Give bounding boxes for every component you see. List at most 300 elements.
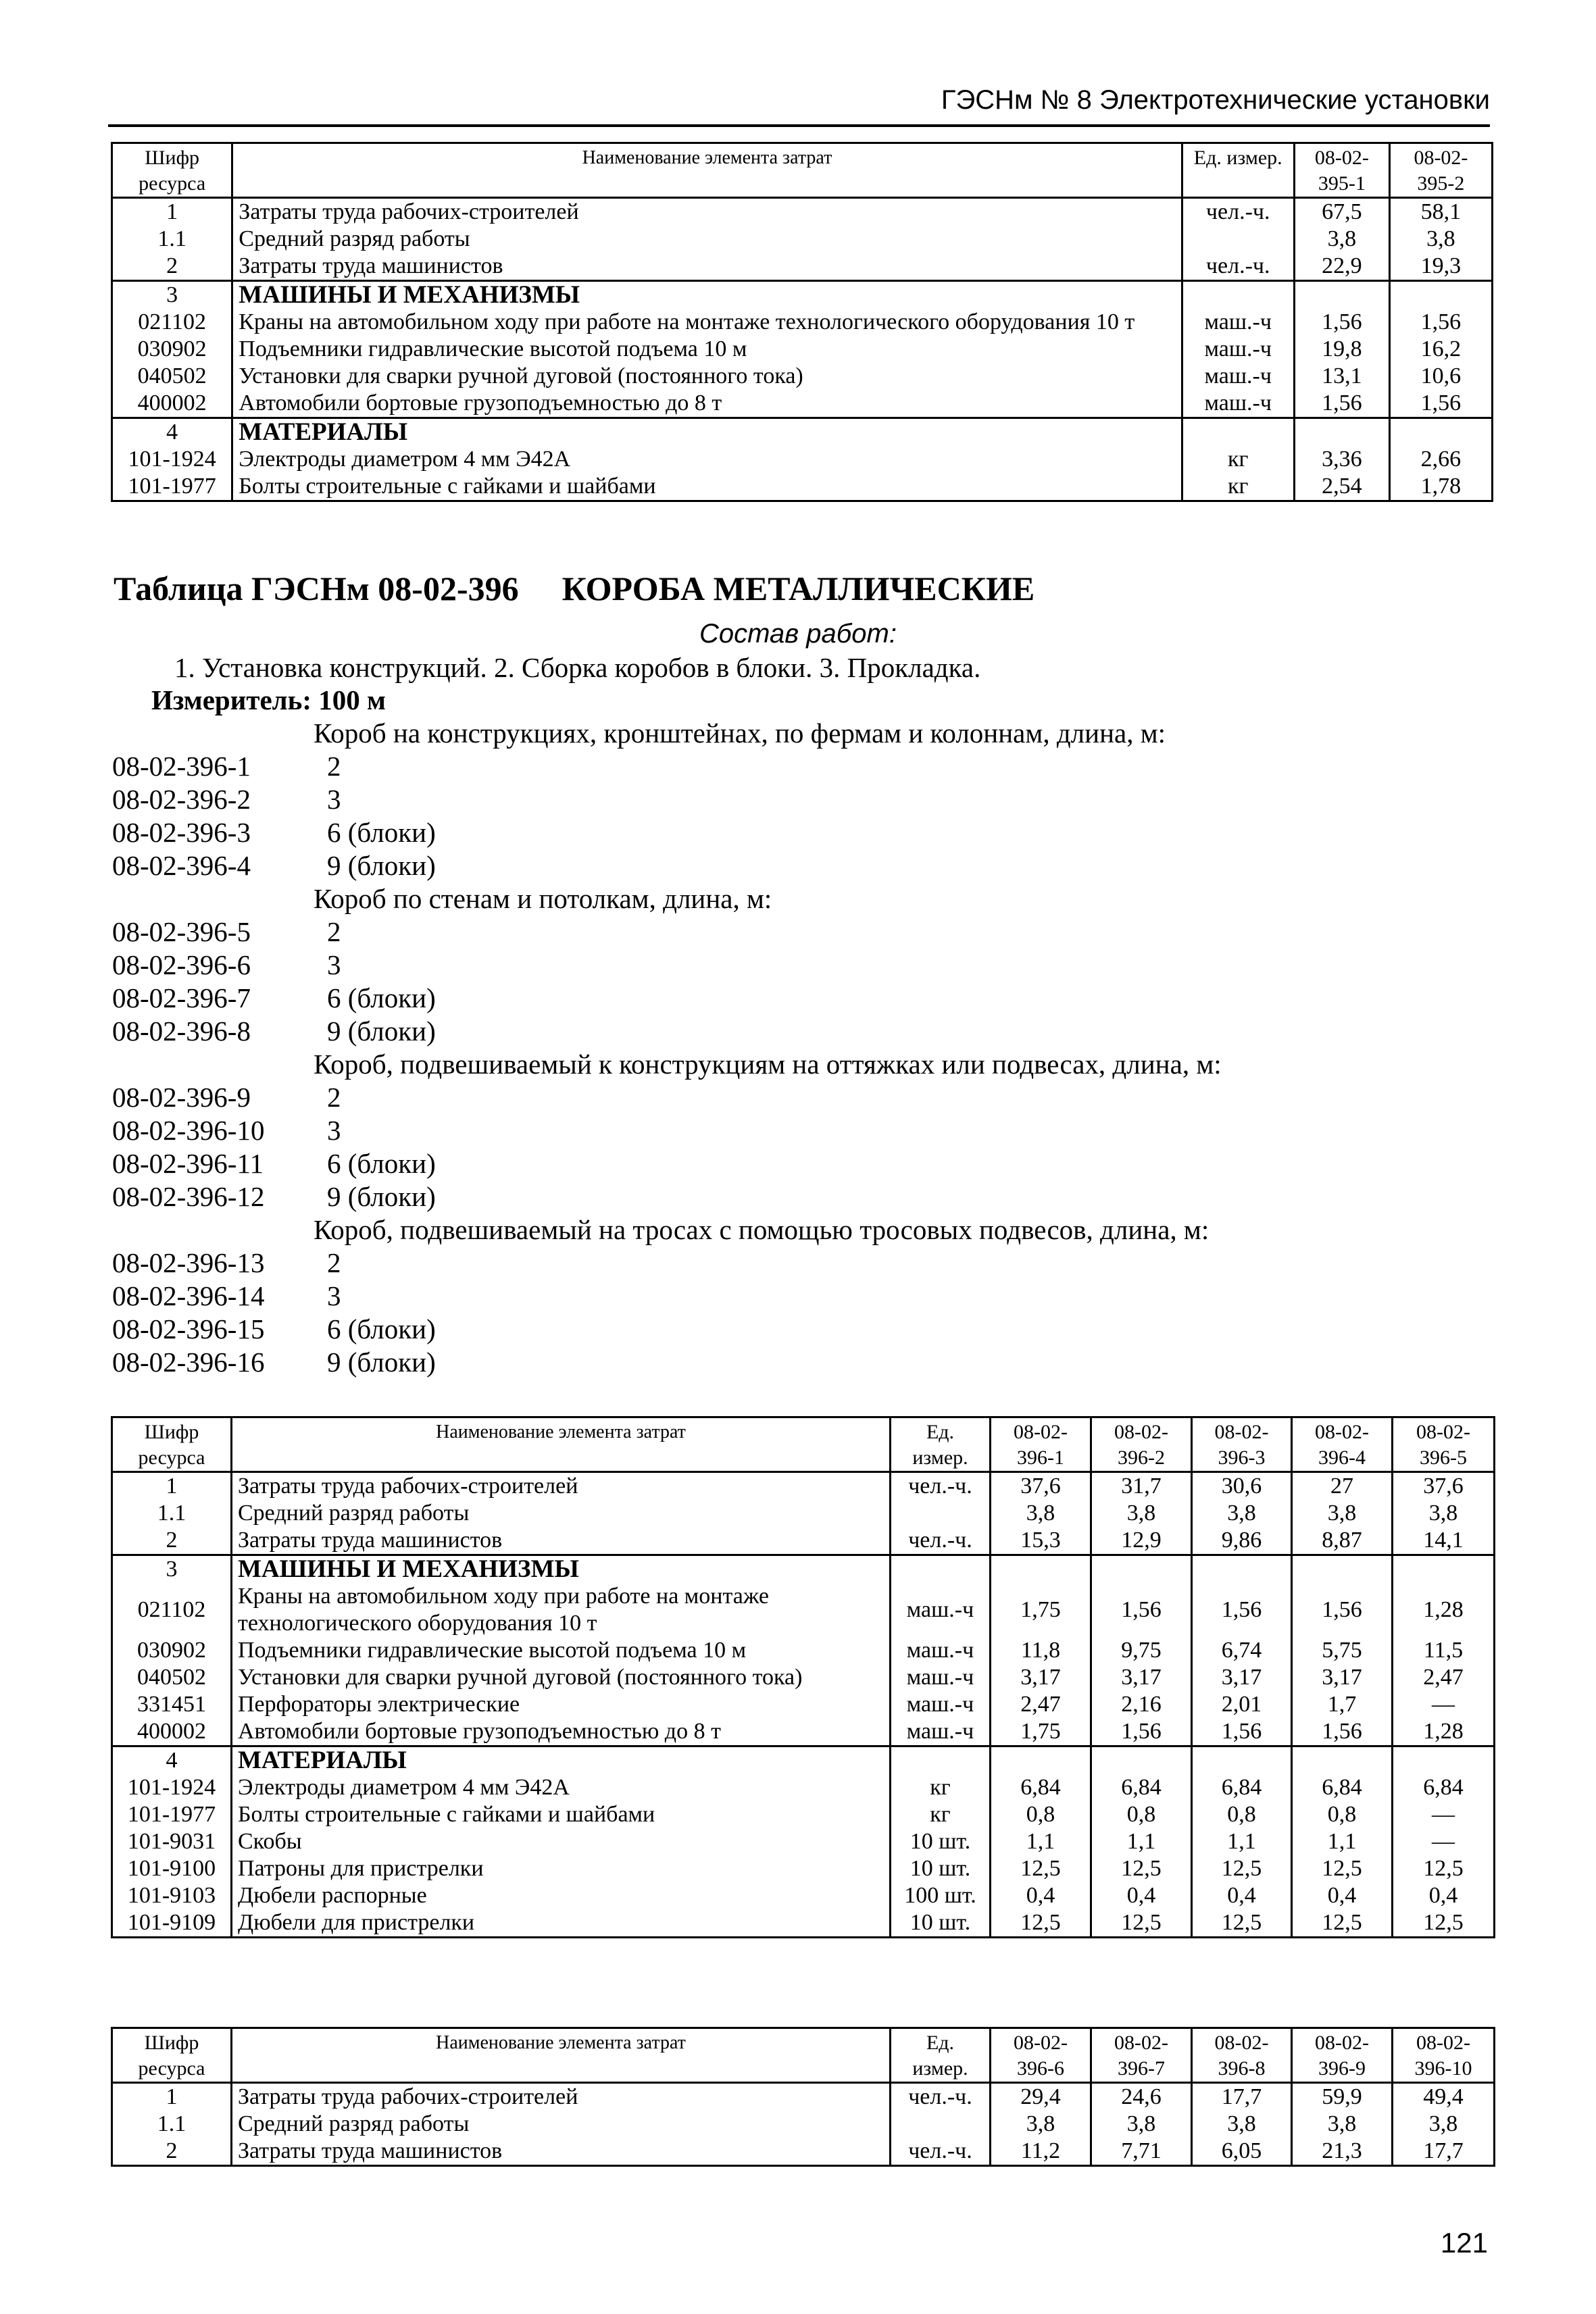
header-col: 08-02-396-9 bbox=[1292, 2028, 1393, 2083]
table-number: Таблица ГЭСНм 08-02-396 bbox=[114, 570, 519, 607]
norm-code: 08-02-396-9 bbox=[112, 1082, 251, 1113]
norm-code: 08-02-396-11 bbox=[112, 1148, 264, 1179]
table-row bbox=[112, 309, 1493, 336]
cell-value: 12,5 bbox=[1091, 1909, 1192, 1938]
cell-value: 1,75 bbox=[991, 1718, 1091, 1746]
cell-value: 1,56 bbox=[1292, 1718, 1393, 1746]
cell-unit: маш.-ч bbox=[891, 1664, 991, 1691]
cell-unit: кг bbox=[891, 1801, 991, 1828]
cell-name: МАТЕРИАЛЫ bbox=[232, 1746, 891, 1775]
norm-length: 3 bbox=[327, 1115, 341, 1146]
table-row bbox=[112, 1801, 1495, 1828]
cell-value: 19,3 bbox=[1389, 253, 1492, 281]
cell-value: 2,47 bbox=[1393, 1664, 1495, 1691]
cell-code: 021102 bbox=[112, 309, 232, 336]
cell-code: 331451 bbox=[112, 1691, 232, 1718]
cell-value: 3,8 bbox=[991, 1500, 1091, 1527]
cell-value: 31,7 bbox=[1091, 1472, 1192, 1501]
cell-unit bbox=[891, 1746, 991, 1775]
cell-unit bbox=[1182, 281, 1294, 309]
cell-value: 1,56 bbox=[1389, 390, 1492, 418]
cell-value: 1,56 bbox=[1294, 390, 1389, 418]
cell-name: Подъемники гидравлические высотой подъема 10 м bbox=[232, 1637, 891, 1664]
cell-value: 12,5 bbox=[991, 1909, 1091, 1938]
cell-unit: 100 шт. bbox=[891, 1882, 991, 1909]
header-col: 08-02-396-4 bbox=[1292, 1417, 1393, 1472]
cell-name: Автомобили бортовые грузоподъемностью до 8 т bbox=[232, 1718, 891, 1746]
cell-value: 12,5 bbox=[991, 1855, 1091, 1882]
cell-value: 0,8 bbox=[1091, 1801, 1192, 1828]
norm-length: 9 (блоки) bbox=[327, 1015, 436, 1047]
header-col: 08-02-395-1 bbox=[1294, 143, 1389, 198]
cell-value: 12,5 bbox=[1393, 1855, 1495, 1882]
table-row bbox=[112, 336, 1493, 363]
cell-value: 0,4 bbox=[1091, 1882, 1192, 1909]
table-row bbox=[112, 1637, 1495, 1664]
cell-value: 1,56 bbox=[1192, 1718, 1292, 1746]
cell-value: 12,5 bbox=[1393, 1909, 1495, 1938]
cell-value: 6,84 bbox=[1091, 1774, 1192, 1801]
cell-value: 2,16 bbox=[1091, 1691, 1192, 1718]
page-number: 121 bbox=[1440, 2227, 1488, 2259]
cell-value: — bbox=[1393, 1828, 1495, 1855]
cell-value: 11,5 bbox=[1393, 1637, 1495, 1664]
cell-value: 67,5 bbox=[1294, 198, 1389, 226]
norm-length: 2 bbox=[327, 1247, 341, 1278]
cell-code: 101-1977 bbox=[112, 1801, 232, 1828]
cell-unit bbox=[1182, 418, 1294, 447]
cell-name: Перфораторы электрические bbox=[232, 1691, 891, 1718]
cell-value bbox=[1389, 418, 1492, 447]
cell-value: 1,1 bbox=[991, 1828, 1091, 1855]
cell-value: 1,28 bbox=[1393, 1718, 1495, 1746]
table-row bbox=[112, 2138, 1495, 2166]
header-col: 08-02-396-3 bbox=[1192, 1417, 1292, 1472]
cell-value: 3,17 bbox=[1192, 1664, 1292, 1691]
cell-value: 0,4 bbox=[1393, 1882, 1495, 1909]
cell-code: 1.1 bbox=[112, 1500, 232, 1527]
cell-unit: маш.-ч bbox=[1182, 336, 1294, 363]
cell-value: 12,5 bbox=[1292, 1909, 1393, 1938]
cell-name: Болты строительные с гайками и шайбами bbox=[232, 1801, 891, 1828]
cell-value: 14,1 bbox=[1393, 1527, 1495, 1555]
norm-length: 9 (блоки) bbox=[327, 850, 436, 881]
cell-value: 17,7 bbox=[1393, 2138, 1495, 2166]
cell-value: 6,84 bbox=[1393, 1774, 1495, 1801]
cell-unit: маш.-ч bbox=[1182, 363, 1294, 390]
norm-length: 6 (блоки) bbox=[327, 1313, 436, 1344]
cell-value: 6,74 bbox=[1192, 1637, 1292, 1664]
norm-length: 9 (блоки) bbox=[327, 1347, 436, 1378]
cell-value bbox=[1393, 1746, 1495, 1775]
cell-value: 3,8 bbox=[1192, 2111, 1292, 2138]
norm-code: 08-02-396-3 bbox=[112, 817, 251, 848]
cell-value: 3,8 bbox=[1091, 1500, 1192, 1527]
cell-value bbox=[1091, 1555, 1192, 1584]
cell-value: — bbox=[1393, 1801, 1495, 1828]
cell-value: 5,75 bbox=[1292, 1637, 1393, 1664]
table-header-row bbox=[112, 2028, 1495, 2083]
cell-name: МАШИНЫ И МЕХАНИЗМЫ bbox=[232, 281, 1182, 309]
cell-value: 2,54 bbox=[1294, 473, 1389, 501]
cell-name: Электроды диаметром 4 мм Э42А bbox=[232, 446, 1182, 473]
cell-code: 400002 bbox=[112, 1718, 232, 1746]
cell-name: МАШИНЫ И МЕХАНИЗМЫ bbox=[232, 1555, 891, 1584]
cell-code: 1 bbox=[112, 1472, 232, 1501]
cell-value: 3,36 bbox=[1294, 446, 1389, 473]
cell-value: 1,1 bbox=[1292, 1828, 1393, 1855]
cell-name: Болты строительные с гайками и шайбами bbox=[232, 473, 1182, 501]
cell-value: 0,4 bbox=[1192, 1882, 1292, 1909]
group-heading: Короб на конструкциях, кронштейнах, по фермам и колоннам, длина, м: bbox=[314, 718, 1166, 749]
cell-code: 4 bbox=[112, 1746, 232, 1775]
cell-code: 101-9109 bbox=[112, 1909, 232, 1938]
cell-value: 1,56 bbox=[1192, 1583, 1292, 1637]
cell-code: 021102 bbox=[112, 1583, 232, 1637]
cell-value: 3,8 bbox=[1393, 1500, 1495, 1527]
cell-code: 030902 bbox=[112, 1637, 232, 1664]
cell-value: 3,8 bbox=[1389, 226, 1492, 253]
norm-length: 6 (блоки) bbox=[327, 817, 436, 848]
cell-name: Автомобили бортовые грузоподъемностью до 8 т bbox=[232, 390, 1182, 418]
cell-value bbox=[1294, 418, 1389, 447]
table-title: КОРОБА МЕТАЛЛИЧЕСКИЕ bbox=[562, 570, 1035, 607]
cell-value: 12,5 bbox=[1192, 1909, 1292, 1938]
resource-table-395 bbox=[111, 142, 1493, 502]
cell-value bbox=[1294, 281, 1389, 309]
cell-unit: кг bbox=[891, 1774, 991, 1801]
table-row bbox=[112, 1855, 1495, 1882]
cell-value bbox=[1393, 1555, 1495, 1584]
norm-code: 08-02-396-8 bbox=[112, 1015, 251, 1047]
cell-code: 101-9103 bbox=[112, 1882, 232, 1909]
resource-table-396-1-5 bbox=[111, 1416, 1495, 1938]
cell-code: 3 bbox=[112, 1555, 232, 1584]
norm-code: 08-02-396-13 bbox=[112, 1247, 265, 1278]
cell-value: 0,8 bbox=[991, 1801, 1091, 1828]
header-col: 08-02-395-2 bbox=[1389, 143, 1492, 198]
cell-unit: чел.-ч. bbox=[1182, 253, 1294, 281]
table-row bbox=[112, 1691, 1495, 1718]
cell-value: 12,5 bbox=[1091, 1855, 1192, 1882]
cell-unit bbox=[1182, 226, 1294, 253]
cell-value: 16,2 bbox=[1389, 336, 1492, 363]
cell-unit: чел.-ч. bbox=[1182, 198, 1294, 226]
norm-code: 08-02-396-15 bbox=[112, 1313, 265, 1344]
cell-value: 1,56 bbox=[1389, 309, 1492, 336]
cell-code: 101-9031 bbox=[112, 1828, 232, 1855]
cell-value: 12,9 bbox=[1091, 1527, 1192, 1555]
cell-name: МАТЕРИАЛЫ bbox=[232, 418, 1182, 447]
cell-value: 2,01 bbox=[1192, 1691, 1292, 1718]
cell-value: 0,8 bbox=[1192, 1801, 1292, 1828]
group-heading: Короб, подвешиваемый к конструкциям на оттяжках или подвесах, длина, м: bbox=[314, 1049, 1222, 1080]
resource-table-396-6-10 bbox=[111, 2027, 1495, 2167]
cell-value: 3,8 bbox=[1091, 2111, 1192, 2138]
cell-code: 2 bbox=[112, 253, 232, 281]
norm-length: 2 bbox=[327, 751, 341, 782]
norm-code: 08-02-396-14 bbox=[112, 1280, 265, 1311]
cell-value bbox=[991, 1555, 1091, 1584]
cell-value: 49,4 bbox=[1393, 2083, 1495, 2111]
norm-code: 08-02-396-6 bbox=[112, 949, 251, 980]
cell-unit: чел.-ч. bbox=[891, 2138, 991, 2166]
table-header-row bbox=[112, 1417, 1495, 1472]
norm-code: 08-02-396-10 bbox=[112, 1115, 265, 1146]
cell-code: 040502 bbox=[112, 1664, 232, 1691]
header-code: Шифр ресурса bbox=[112, 1417, 232, 1472]
cell-unit: чел.-ч. bbox=[891, 1527, 991, 1555]
header-name: Наименование элемента затрат bbox=[232, 1417, 891, 1472]
cell-value: 8,87 bbox=[1292, 1527, 1393, 1555]
norm-length: 3 bbox=[327, 949, 341, 980]
header-code: Шифр ресурса bbox=[112, 2028, 232, 2083]
cell-name: Краны на автомобильном ходу при работе на монтаже технологического оборудования 10 т bbox=[232, 309, 1182, 336]
header-col: 08-02-396-10 bbox=[1393, 2028, 1495, 2083]
table-row bbox=[112, 390, 1493, 418]
cell-value: 15,3 bbox=[991, 1527, 1091, 1555]
table-row bbox=[112, 1555, 1495, 1584]
cell-unit: маш.-ч bbox=[891, 1691, 991, 1718]
cell-value bbox=[1389, 281, 1492, 309]
cell-unit bbox=[891, 1500, 991, 1527]
cell-value: 1,75 bbox=[991, 1583, 1091, 1637]
cell-unit: маш.-ч bbox=[1182, 390, 1294, 418]
table-row bbox=[112, 1746, 1495, 1775]
table-row bbox=[112, 1882, 1495, 1909]
header-unit: Ед. измер. bbox=[891, 2028, 991, 2083]
cell-value: 1,28 bbox=[1393, 1583, 1495, 1637]
cell-value: 0,4 bbox=[1292, 1882, 1393, 1909]
cell-unit: маш.-ч bbox=[891, 1718, 991, 1746]
cell-unit: 10 шт. bbox=[891, 1828, 991, 1855]
cell-value: 0,4 bbox=[991, 1882, 1091, 1909]
cell-name: Подъемники гидравлические высотой подъема 10 м bbox=[232, 336, 1182, 363]
cell-code: 030902 bbox=[112, 336, 232, 363]
table-row bbox=[112, 253, 1493, 281]
cell-value: 59,9 bbox=[1292, 2083, 1393, 2111]
table-row bbox=[112, 1774, 1495, 1801]
table-row bbox=[112, 2083, 1495, 2111]
section-title bbox=[114, 569, 1034, 608]
work-composition-label: Состав работ: bbox=[699, 619, 897, 649]
cell-value: 37,6 bbox=[991, 1472, 1091, 1501]
table-row bbox=[112, 1500, 1495, 1527]
norm-length: 2 bbox=[327, 916, 341, 947]
cell-value: 22,9 bbox=[1294, 253, 1389, 281]
table-row bbox=[112, 198, 1493, 226]
cell-value: 37,6 bbox=[1393, 1472, 1495, 1501]
cell-value: 1,1 bbox=[1091, 1828, 1192, 1855]
cell-code: 101-1924 bbox=[112, 1774, 232, 1801]
cell-value: 3,8 bbox=[991, 2111, 1091, 2138]
cell-value: 3,17 bbox=[991, 1664, 1091, 1691]
cell-value: 17,7 bbox=[1192, 2083, 1292, 2111]
norm-code: 08-02-396-1 bbox=[112, 751, 251, 782]
table-row bbox=[112, 1718, 1495, 1746]
cell-code: 400002 bbox=[112, 390, 232, 418]
cell-value: 1,78 bbox=[1389, 473, 1492, 501]
header-code: Шифр ресурса bbox=[112, 143, 232, 198]
cell-code: 040502 bbox=[112, 363, 232, 390]
cell-value: 12,5 bbox=[1192, 1855, 1292, 1882]
cell-value: — bbox=[1393, 1691, 1495, 1718]
cell-name: Электроды диаметром 4 мм Э42А bbox=[232, 1774, 891, 1801]
cell-name: Краны на автомобильном ходу при работе на монтаже технологического оборудования 10 т bbox=[232, 1583, 891, 1637]
group-heading: Короб по стенам и потолкам, длина, м: bbox=[314, 883, 772, 914]
cell-name: Затраты труда машинистов bbox=[232, 2138, 891, 2166]
cell-name: Затраты труда машинистов bbox=[232, 1527, 891, 1555]
cell-name: Патроны для пристрелки bbox=[232, 1855, 891, 1882]
table-row bbox=[112, 226, 1493, 253]
norm-length: 6 (блоки) bbox=[327, 982, 436, 1013]
norm-length: 2 bbox=[327, 1082, 341, 1113]
cell-unit bbox=[891, 1555, 991, 1584]
header-unit: Ед. измер. bbox=[1182, 143, 1294, 198]
cell-value: 1,1 bbox=[1192, 1828, 1292, 1855]
cell-name: Затраты труда рабочих-строителей bbox=[232, 2083, 891, 2111]
cell-value: 7,71 bbox=[1091, 2138, 1192, 2166]
cell-value: 27 bbox=[1292, 1472, 1393, 1501]
work-composition-text: 1. Установка конструкций. 2. Сборка коробов в блоки. 3. Прокладка. bbox=[174, 652, 981, 683]
header-name: Наименование элемента затрат bbox=[232, 143, 1182, 198]
cell-name: Дюбели для пристрелки bbox=[232, 1909, 891, 1938]
cell-code: 101-1924 bbox=[112, 446, 232, 473]
header-unit: Ед. измер. bbox=[891, 1417, 991, 1472]
cell-value: 6,84 bbox=[1292, 1774, 1393, 1801]
cell-name: Средний разряд работы bbox=[232, 1500, 891, 1527]
norm-code: 08-02-396-12 bbox=[112, 1181, 265, 1212]
cell-code: 101-1977 bbox=[112, 473, 232, 501]
cell-value: 6,05 bbox=[1192, 2138, 1292, 2166]
header-col: 08-02-396-6 bbox=[991, 2028, 1091, 2083]
group-heading: Короб, подвешиваемый на тросах с помощью тросовых подвесов, длина, м: bbox=[314, 1214, 1210, 1245]
page-header-title: ГЭСНм № 8 Электротехнические установки bbox=[941, 85, 1490, 115]
cell-name: Установки для сварки ручной дуговой (постоянного тока) bbox=[232, 1664, 891, 1691]
norm-length: 3 bbox=[327, 784, 341, 815]
cell-code: 4 bbox=[112, 418, 232, 447]
header-col: 08-02-396-8 bbox=[1192, 2028, 1292, 2083]
cell-value: 0,8 bbox=[1292, 1801, 1393, 1828]
cell-code: 1 bbox=[112, 198, 232, 226]
cell-value: 1,56 bbox=[1091, 1583, 1192, 1637]
table-row bbox=[112, 1583, 1495, 1637]
cell-value: 13,1 bbox=[1294, 363, 1389, 390]
table-row bbox=[112, 2111, 1495, 2138]
header-col: 08-02-396-5 bbox=[1393, 1417, 1495, 1472]
norm-code: 08-02-396-4 bbox=[112, 850, 251, 881]
table-row bbox=[112, 1527, 1495, 1555]
cell-unit: 10 шт. bbox=[891, 1909, 991, 1938]
table-row bbox=[112, 1472, 1495, 1501]
cell-value: 12,5 bbox=[1292, 1855, 1393, 1882]
table-row bbox=[112, 1664, 1495, 1691]
cell-code: 1.1 bbox=[112, 226, 232, 253]
norm-length: 6 (блоки) bbox=[327, 1148, 436, 1179]
cell-unit: чел.-ч. bbox=[891, 1472, 991, 1501]
table-row bbox=[112, 446, 1493, 473]
cell-value: 6,84 bbox=[991, 1774, 1091, 1801]
cell-code: 1 bbox=[112, 2083, 232, 2111]
table-row bbox=[112, 1909, 1495, 1938]
header-col: 08-02-396-2 bbox=[1091, 1417, 1192, 1472]
cell-value: 3,8 bbox=[1294, 226, 1389, 253]
header-name: Наименование элемента затрат bbox=[232, 2028, 891, 2083]
norm-length: 3 bbox=[327, 1280, 341, 1311]
cell-value: 9,86 bbox=[1192, 1527, 1292, 1555]
cell-value: 1,7 bbox=[1292, 1691, 1393, 1718]
cell-unit: маш.-ч bbox=[891, 1637, 991, 1664]
cell-value: 10,6 bbox=[1389, 363, 1492, 390]
norm-length: 9 (блоки) bbox=[327, 1181, 436, 1212]
cell-name: Скобы bbox=[232, 1828, 891, 1855]
cell-value: 3,17 bbox=[1292, 1664, 1393, 1691]
cell-unit: маш.-ч bbox=[891, 1583, 991, 1637]
cell-value: 2,47 bbox=[991, 1691, 1091, 1718]
cell-value bbox=[1292, 1746, 1393, 1775]
table-row bbox=[112, 281, 1493, 309]
cell-value bbox=[1091, 1746, 1192, 1775]
table-row bbox=[112, 363, 1493, 390]
cell-name: Дюбели распорные bbox=[232, 1882, 891, 1909]
cell-code: 1.1 bbox=[112, 2111, 232, 2138]
cell-value: 2,66 bbox=[1389, 446, 1492, 473]
cell-name: Затраты труда рабочих-строителей bbox=[232, 1472, 891, 1501]
table-row bbox=[112, 1828, 1495, 1855]
cell-unit: кг bbox=[1182, 473, 1294, 501]
cell-unit: 10 шт. bbox=[891, 1855, 991, 1882]
cell-unit: чел.-ч. bbox=[891, 2083, 991, 2111]
cell-value: 21,3 bbox=[1292, 2138, 1393, 2166]
cell-name: Установки для сварки ручной дуговой (постоянного тока) bbox=[232, 363, 1182, 390]
cell-value: 9,75 bbox=[1091, 1637, 1192, 1664]
cell-name: Средний разряд работы bbox=[232, 226, 1182, 253]
cell-value: 6,84 bbox=[1192, 1774, 1292, 1801]
cell-unit: маш.-ч bbox=[1182, 309, 1294, 336]
cell-value bbox=[1292, 1555, 1393, 1584]
cell-value: 24,6 bbox=[1091, 2083, 1192, 2111]
table-row bbox=[112, 418, 1493, 447]
cell-value: 3,8 bbox=[1292, 1500, 1393, 1527]
cell-code: 101-9100 bbox=[112, 1855, 232, 1882]
cell-value: 58,1 bbox=[1389, 198, 1492, 226]
cell-value: 3,8 bbox=[1393, 2111, 1495, 2138]
meter-label: Измеритель: 100 м bbox=[151, 684, 386, 715]
cell-code: 2 bbox=[112, 1527, 232, 1555]
cell-name: Затраты труда машинистов bbox=[232, 253, 1182, 281]
cell-code: 2 bbox=[112, 2138, 232, 2166]
table-header-row bbox=[112, 143, 1493, 198]
cell-code: 3 bbox=[112, 281, 232, 309]
cell-unit: кг bbox=[1182, 446, 1294, 473]
page-header bbox=[108, 80, 1490, 127]
cell-value: 29,4 bbox=[991, 2083, 1091, 2111]
norm-code: 08-02-396-16 bbox=[112, 1347, 265, 1378]
cell-value bbox=[1192, 1746, 1292, 1775]
cell-name: Затраты труда рабочих-строителей bbox=[232, 198, 1182, 226]
table-row bbox=[112, 473, 1493, 501]
cell-value: 3,8 bbox=[1292, 2111, 1393, 2138]
cell-value: 3,17 bbox=[1091, 1664, 1192, 1691]
cell-value: 1,56 bbox=[1091, 1718, 1192, 1746]
cell-value: 30,6 bbox=[1192, 1472, 1292, 1501]
cell-name: Средний разряд работы bbox=[232, 2111, 891, 2138]
cell-value: 19,8 bbox=[1294, 336, 1389, 363]
cell-value: 3,8 bbox=[1192, 1500, 1292, 1527]
header-col: 08-02-396-7 bbox=[1091, 2028, 1192, 2083]
cell-value: 1,56 bbox=[1292, 1583, 1393, 1637]
norm-code: 08-02-396-2 bbox=[112, 784, 251, 815]
